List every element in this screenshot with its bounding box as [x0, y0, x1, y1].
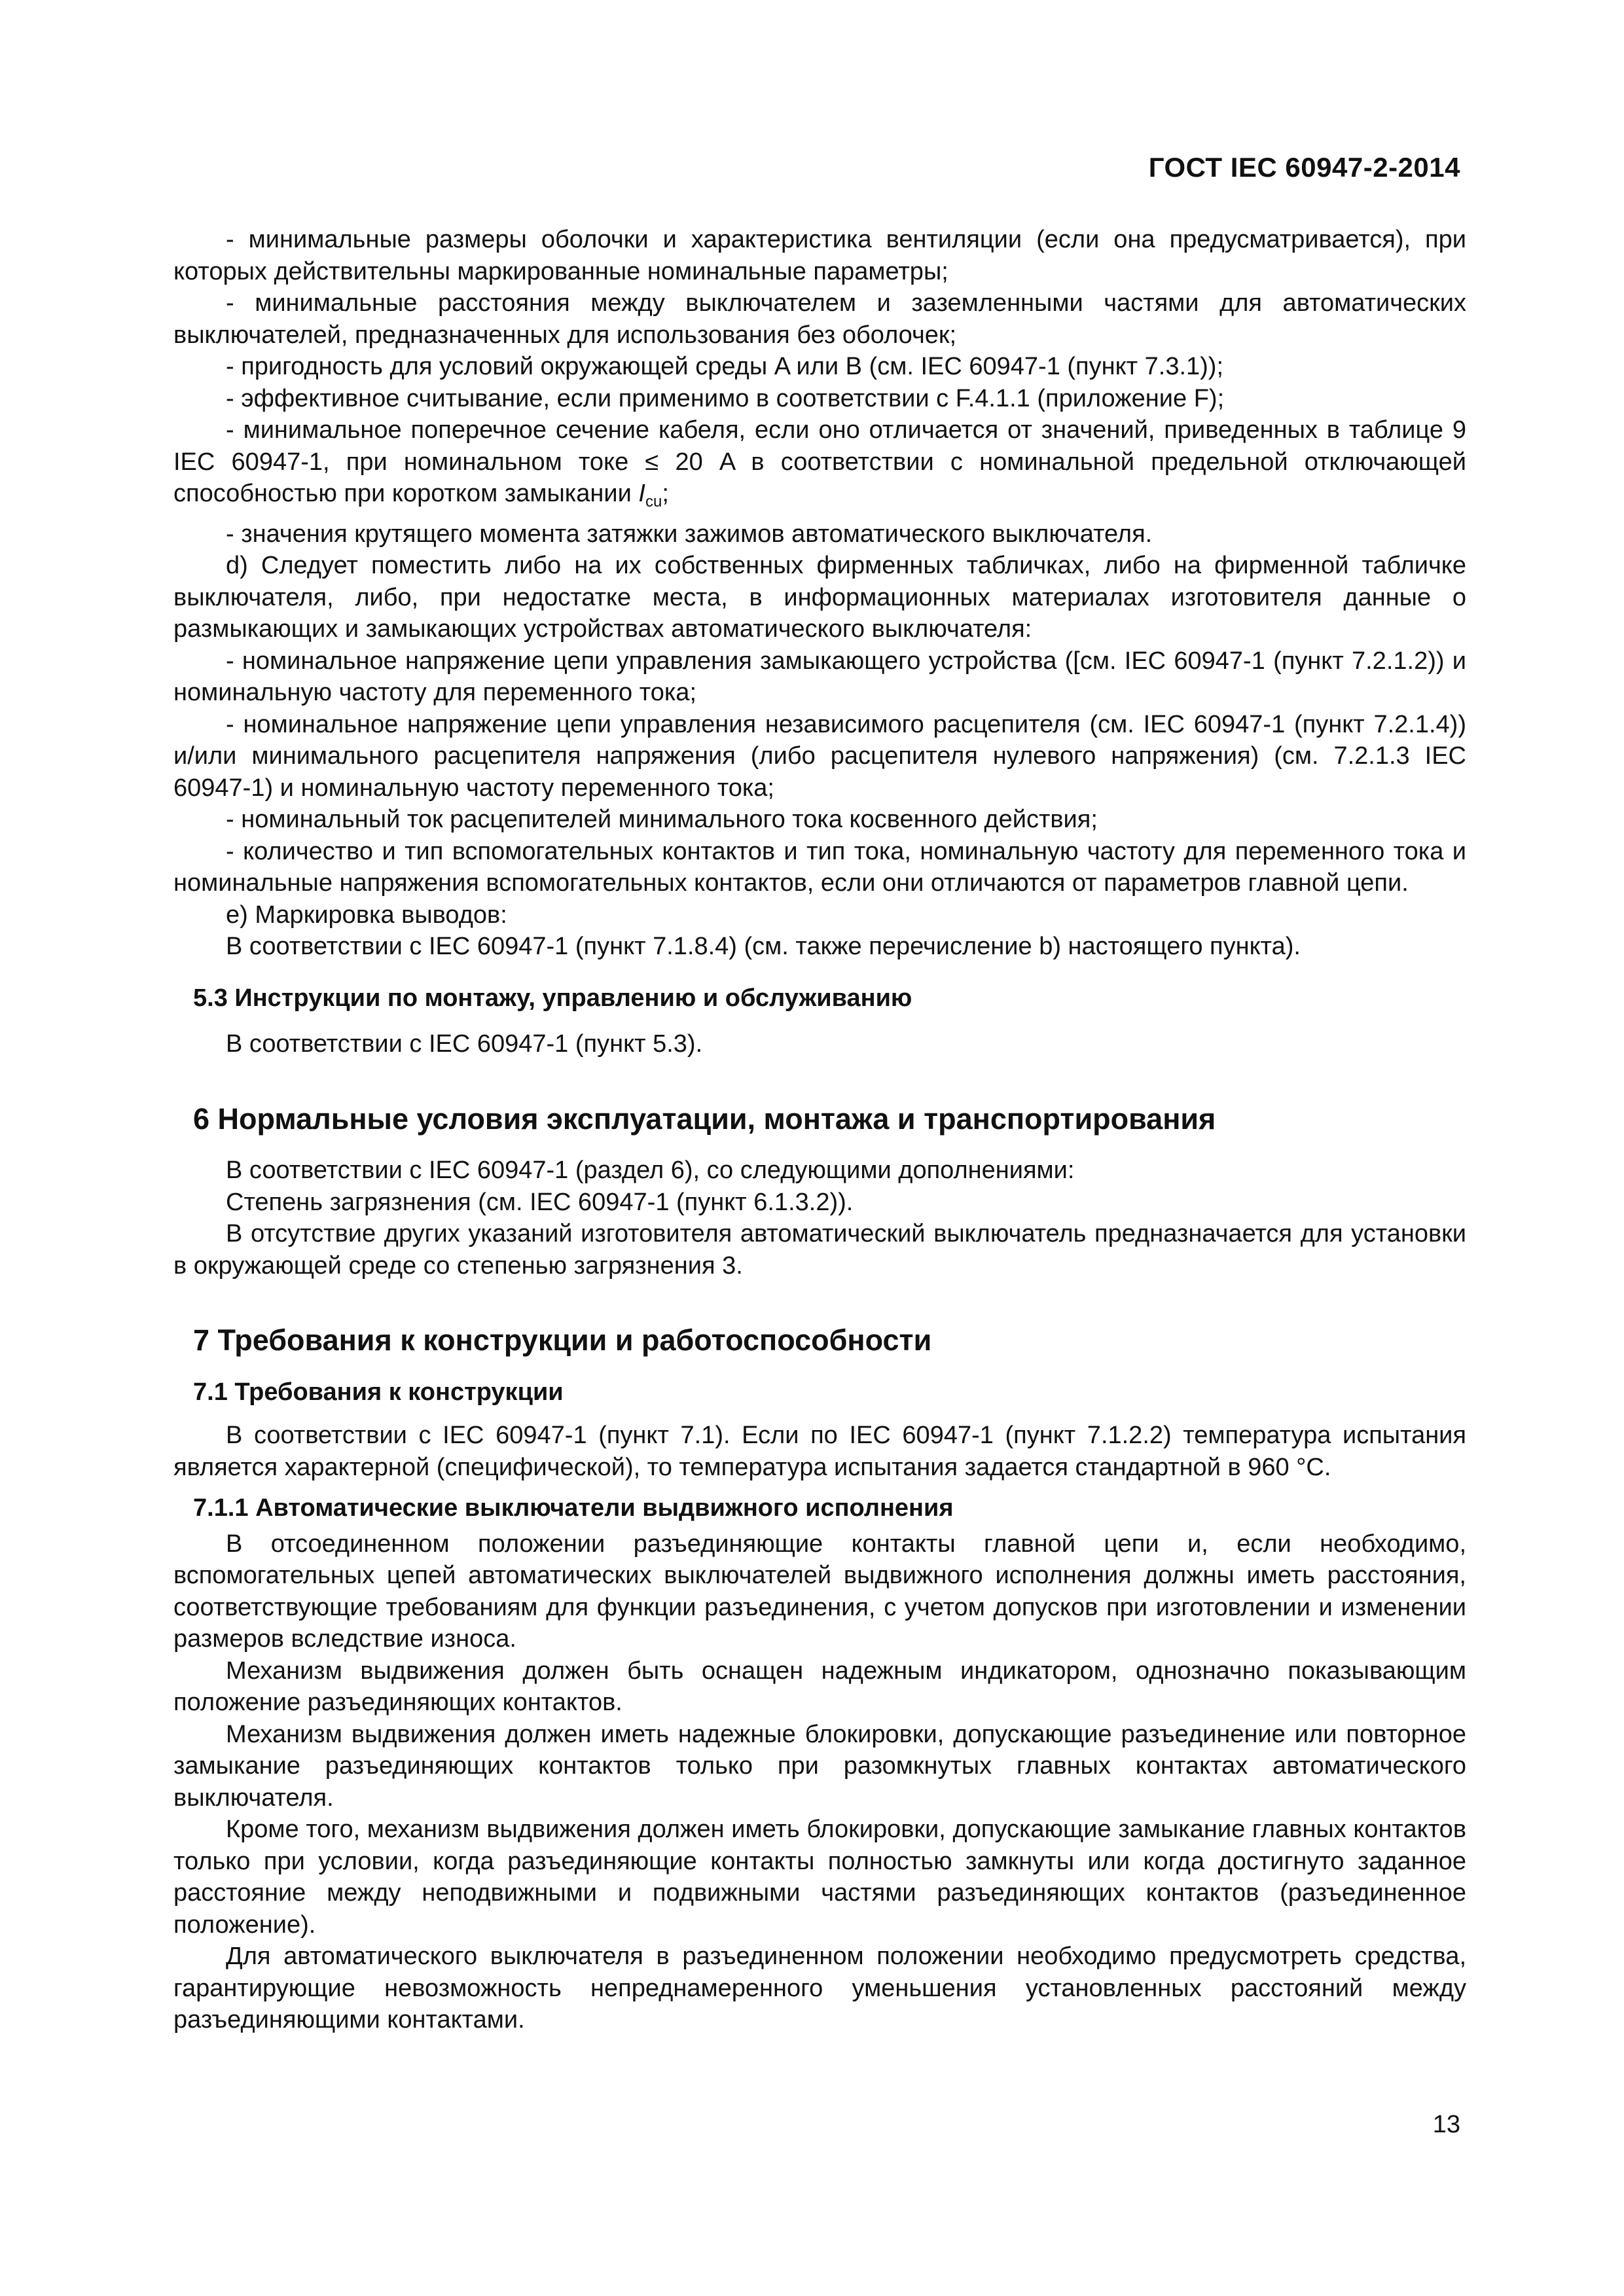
section-heading-7: 7 Требования к конструкции и работоспособности — [193, 1323, 932, 1357]
paragraph: Механизм выдвижения должен иметь надежные блокировки, допускающие разъединение или повторное замыкание разъединяющих контактов только при разомкнутых главных контактах автоматического выключателя. — [173, 1720, 1466, 1812]
paragraph: - номинальное напряжение цепи управления замыкающего устройства ([см. IEC 60947-1 (пункт 7.2.1.2)) и номинальную частоту для переменного тока; — [173, 647, 1466, 706]
paragraph: Кроме того, механизм выдвижения должен иметь блокировки, допускающие замыкание главных контактов только при условии, когда разъединяющие контакты полностью замкнуты или когда достигнуто заданное расстояние между неподвижными и подвижными частями разъединяющих контактов (разъединенное положение). — [173, 1816, 1466, 1939]
paragraph: - эффективное считывание, если применимо в соответствии с F.4.1.1 (приложение F); — [226, 384, 1225, 412]
paragraph: Степень загрязнения (см. IEC 60947-1 (пункт 6.1.3.2)). — [226, 1188, 854, 1216]
current-subscript: cu — [645, 493, 662, 511]
paragraph: - минимальные расстояния между выключателем и заземленными частями для автоматических выключателей, предназначенных для использования без оболочек; — [173, 289, 1466, 349]
section-heading-7-1-1: 7.1.1 Автоматические выключатели выдвижного исполнения — [193, 1494, 954, 1522]
paragraph: Для автоматического выключателя в разъединенном положении необходимо предусмотреть средства, гарантирующие невозможность непреднамеренного уменьшения установленных расстояний между разъединяющими контактами. — [173, 1943, 1466, 2034]
section-heading-6: 6 Нормальные условия эксплуатации, монтажа и транспортирования — [193, 1102, 1216, 1136]
paragraph: В соответствии с IEC 60947-1 (пункт 5.3). — [226, 1030, 703, 1058]
paragraph: - минимальные размеры оболочки и характеристика вентиляции (если она предусматривается), при которых действительны маркированные номинальные параметры; — [173, 226, 1466, 285]
paragraph: В соответствии с IEC 60947-1 (раздел 6), со следующими дополнениями: — [226, 1157, 1075, 1184]
paragraph-text: - минимальное поперечное сечение кабеля, если оно отличается от значений, приведенных в таблице 9 IEC 60947-1, при номинальном токе ≤ 20 A в соответствии с номинальной предельной отключающей способностью при коротком замыкании — [173, 416, 1466, 507]
paragraph: В отсоединенном положении разъединяющие контакты главной цепи и, если необходимо, вспомогательных цепей автоматических выключателей выдвижного исполнения должны иметь расстояния, соответствующие требованиям для функции разъединения, с учетом допусков при изготовлении и изменении размеров вследствие износа. — [173, 1530, 1466, 1653]
paragraph: - номинальный ток расцепителей минимального тока косвенного действия; — [226, 806, 1098, 833]
document-body — [173, 224, 1466, 2036]
section-heading-7-1: 7.1 Требования к конструкции — [193, 1378, 564, 1406]
paragraph: В соответствии с IEC 60947-1 (пункт 7.1.8.4) (см. также перечисление b) настоящего пункта). — [226, 933, 1301, 960]
paragraph — [173, 414, 1466, 518]
paragraph-end: ; — [662, 480, 669, 507]
paragraph: - пригодность для условий окружающей среды A или B (см. IEC 60947-1 (пункт 7.3.1)); — [226, 353, 1224, 380]
paragraph: - количество и тип вспомогательных контактов и тип тока, номинальную частоту для переменного тока и номинальные напряжения вспомогательных контактов, если они отличаются от параметров главной цепи. — [173, 837, 1466, 897]
paragraph: - номинальное напряжение цепи управления независимого расцепителя (см. IEC 60947-1 (пункт 7.2.1.4)) и/или минимального расцепителя напряжения (либо расцепителя нулевого напряжения) (см. 7.2.1.3 IEC 60947-1) и номинальную частоту переменного тока; — [173, 710, 1466, 802]
current-symbol: I — [638, 480, 645, 507]
page-number: 13 — [1432, 2111, 1460, 2138]
section-heading-5-3: 5.3 Инструкции по монтажу, управлению и обслуживанию — [193, 984, 912, 1012]
paragraph: В соответствии с IEC 60947-1 (пункт 7.1). Если по IEC 60947-1 (пункт 7.1.2.2) температура испытания является характерной (специфической), то температура испытания задается стандартной в 960 °С. — [173, 1422, 1466, 1481]
paragraph: - значения крутящего момента затяжки зажимов автоматического выключателя. — [226, 520, 1153, 548]
standard-code-header: ГОСТ IEC 60947-2-2014 — [1148, 152, 1460, 183]
paragraph: В отсутствие других указаний изготовителя автоматический выключатель предназначается для установки в окружающей среде со степенью загрязнения 3. — [173, 1220, 1466, 1280]
paragraph: Механизм выдвижения должен быть оснащен надежным индикатором, однозначно показывающим положение разъединяющих контактов. — [173, 1657, 1466, 1716]
paragraph: e) Маркировка выводов: — [226, 901, 507, 929]
paragraph: d) Следует поместить либо на их собственных фирменных табличках, либо на фирменной табличке выключателя, либо, при недостатке места, в информационных материалах изготовителя данные о размыкающих и замыкающих устройствах автоматического выключателя: — [173, 552, 1466, 643]
